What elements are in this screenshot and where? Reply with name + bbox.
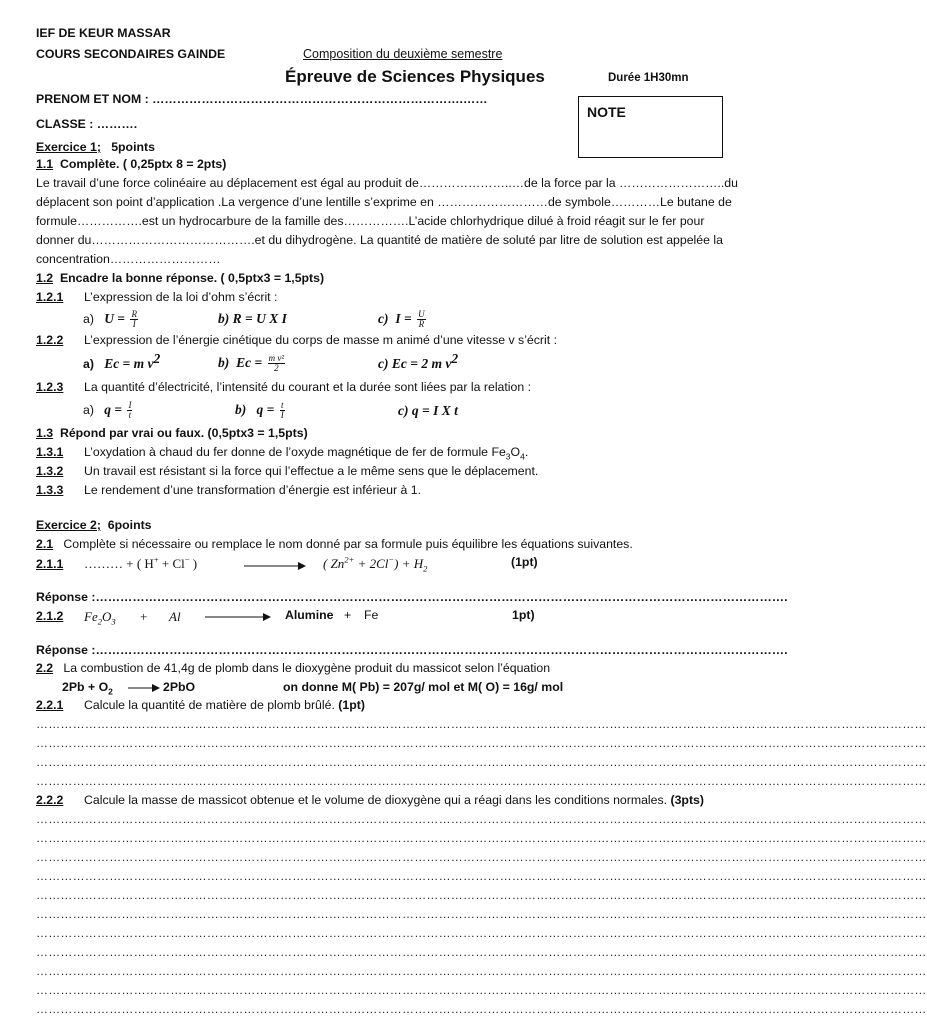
q212-alumine: Alumine (285, 608, 334, 622)
subscript: 4 (520, 451, 525, 462)
q13-heading (36, 426, 308, 441)
q11-paragraph-2: déplacent son point d’application .La vergence d’une lentille s’exprime en ………………………de symbole…………Le butane de (36, 195, 732, 209)
q222-points: (3pts) (670, 793, 704, 807)
q11-text: Complète. ( 0,25ptx 8 = 2pts) (59, 157, 227, 171)
q22-equation-rhs: 2PbO (163, 680, 196, 694)
q22-molar-masses: on donne M( Pb) = 207g/ mol et M( O) = 16g/ mol (283, 680, 564, 694)
q212-equation-lhs (84, 608, 116, 625)
option-a-fraction (130, 310, 138, 329)
fraction-numerator: I (128, 400, 132, 411)
reaction-arrow-icon (244, 561, 306, 571)
q211-equation-rhs (323, 555, 427, 573)
reaction-arrow-icon (205, 612, 271, 622)
q133-line (36, 483, 63, 498)
option-c-expr: q = I X t (411, 403, 458, 418)
fraction-denominator: I (132, 319, 136, 330)
equation-lhs-part3: ) (189, 556, 198, 571)
name-field: PRENOM ET NOM : ………………………………………………………………….…… (36, 92, 488, 106)
q212-plus: + (140, 609, 148, 624)
q212-plus-2: + (344, 608, 352, 622)
option-c-label: c) (378, 311, 389, 326)
q121-number: 1.2.1 (36, 290, 64, 304)
subscript: 2 (108, 686, 113, 697)
option-a-lhs: q = (104, 402, 123, 417)
answer-dotline: ………………………………………………………………………………………………………………………………………………………………………………………………… (36, 888, 927, 902)
answer-dotline: ………………………………………………………………………………………………………………………………………………………………………………………………… (36, 983, 927, 997)
q133-number: 1.3.3 (36, 483, 64, 497)
answer-dotline: ………………………………………………………………………………………………………………………………………………………………………………………………… (36, 717, 927, 731)
q131-statement: L’oxydation à chaud du fer donne de l’oxyde magnétique de fer de formule Fe (84, 445, 506, 459)
q13-number: 1.3 (36, 426, 54, 440)
q131-text (84, 445, 528, 460)
page-title: Épreuve de Sciences Physiques (285, 67, 545, 86)
q122-option-c (378, 350, 459, 372)
org-line-1: IEF DE KEUR MASSAR (36, 26, 171, 40)
equation-rhs-part3: ) + H (394, 556, 424, 571)
exponent: 2 (451, 350, 459, 366)
q121-option-c (378, 309, 428, 329)
q221-points: (1pt) (338, 698, 365, 712)
reaction-arrow-icon (128, 683, 160, 693)
q212-aluminium: Al (169, 609, 181, 624)
q221-question: Calcule la quantité de matière de plomb brûlé. (84, 698, 335, 712)
q22-line (36, 661, 550, 676)
equation-rhs-part1: ( Zn (323, 556, 345, 571)
q212-line (36, 608, 63, 625)
fraction-denominator: t (128, 410, 132, 421)
subscript: 2 (97, 616, 102, 627)
q132-line (36, 464, 63, 479)
equation-lhs: 2Pb + O (62, 680, 109, 694)
option-a-fraction (127, 401, 132, 420)
answer-dotline: ………………………………………………………………………………………………………………………………………………………………………………………………… (36, 850, 927, 864)
q132-text: Un travail est résistant si la force qui l’effectue a le même sens que le déplacement. (84, 464, 539, 478)
option-a-label: a) (83, 312, 94, 326)
answer-line-1: Réponse :……………………………………………………………………………………………………………………………………………………. (36, 590, 788, 604)
answer-dotline: ………………………………………………………………………………………………………………………………………………………………………………………………… (36, 907, 927, 921)
charge: + (153, 554, 159, 565)
option-c-fraction (417, 310, 426, 329)
fraction-denominator: 2 (274, 363, 279, 374)
period: . (524, 445, 529, 459)
q133-text: Le rendement d’une transformation d’énergie est inférieur à 1. (84, 483, 421, 497)
option-c-expr: Ec = 2 m v (391, 356, 452, 371)
oxygen-symbol: O (510, 445, 521, 459)
option-b-lhs: Ec = (236, 355, 263, 370)
answer-dotline: ………………………………………………………………………………………………………………………………………………………………………………………………… (36, 945, 927, 959)
option-a-label: a) (83, 403, 94, 417)
subscript: 3 (505, 451, 511, 462)
duration: Durée 1H30mn (608, 72, 689, 84)
q21-text: Complète si nécessaire ou remplace le nom donné par sa formule puis équilibre les équations suivantes. (63, 537, 633, 551)
option-b-fraction (280, 401, 285, 420)
fraction-numerator: R (131, 309, 137, 320)
ex2-heading (36, 518, 152, 533)
q122-option-b (218, 352, 287, 374)
q122-text: L’expression de l’énergie cinétique du corps de masse m animé d’une vitesse v s’écrit : (84, 333, 557, 347)
answer-dotline: ………………………………………………………………………………………………………………………………………………………………………………………………… (36, 926, 927, 940)
q222-line (36, 793, 63, 808)
q12-text: Encadre la bonne réponse. ( 0,5ptx3 = 1,5pts) (59, 271, 325, 285)
ex2-points: 6points (107, 518, 152, 532)
q11-paragraph-4: donner du………………………………….et du dihydrogène. La quantité de matière de soluté par litre de solution est appelée la (36, 233, 723, 247)
oxygen-symbol: O (101, 609, 112, 624)
q121-line (36, 290, 63, 305)
q11-number: 1.1 (36, 157, 54, 171)
ex1-heading (36, 140, 155, 155)
q13-text: Répond par vrai ou faux. (0,5ptx3 = 1,5pts) (59, 426, 308, 440)
iron-symbol: Fe (84, 609, 98, 624)
q123-line (36, 380, 63, 395)
equation-lhs-part1: ……… + ( H (84, 556, 154, 571)
q123-option-a (83, 400, 134, 420)
answer-dotline: ………………………………………………………………………………………………………………………………………………………………………………………………… (36, 964, 927, 978)
q12-heading (36, 271, 324, 286)
q222-question: Calcule la masse de massicot obtenue et le volume de dioxygène qui a réagi dans les conditions normales. (84, 793, 668, 807)
option-a-lhs: U = (104, 311, 126, 326)
q212-iron: Fe (364, 608, 379, 622)
org-line-2: COURS SECONDAIRES GAINDE (36, 47, 226, 61)
q121-option-a (83, 309, 140, 329)
ex1-points: 5points (111, 140, 155, 154)
q132-number: 1.3.2 (36, 464, 64, 478)
q211-points: (1pt) (511, 555, 538, 569)
option-c-lhs: I = (395, 311, 412, 326)
q221-line (36, 698, 63, 713)
option-b-lhs: q = (256, 402, 275, 417)
option-b-fraction (268, 354, 285, 373)
q212-number: 2.1.2 (36, 609, 64, 623)
subscript: 3 (111, 616, 116, 627)
q211-equation-lhs (84, 555, 197, 573)
q11-paragraph-1: Le travail d’une force colinéaire au déplacement est égal au produit de…………………..…de la force par la ……………………..du (36, 176, 738, 190)
ex1-title: Exercice 1; (36, 140, 101, 154)
composition-title: Composition du deuxième semestre (303, 47, 503, 61)
q123-number: 1.2.3 (36, 380, 64, 394)
answer-dotline: ………………………………………………………………………………………………………………………………………………………………………………………………… (36, 812, 927, 826)
fraction-numerator: t (280, 400, 284, 411)
class-field: CLASSE : ………. (36, 117, 138, 131)
answer-dotline: ………………………………………………………………………………………………………………………………………………………………………………………………… (36, 831, 927, 845)
option-b-expr: R = U X I (232, 311, 287, 326)
q211-line (36, 555, 63, 573)
option-c-label: c) (378, 356, 389, 371)
q123-option-b (235, 400, 287, 420)
answer-line-2: Réponse :……………………………………………………………………………………………………………………………………………………. (36, 643, 788, 657)
q21-line (36, 537, 633, 552)
ex2-title: Exercice 2; (36, 518, 101, 532)
fraction-denominator: R (418, 319, 425, 330)
q121-option-b (218, 311, 287, 327)
q211-number: 2.1.1 (36, 557, 64, 571)
q122-line (36, 333, 63, 348)
q221-text (84, 698, 365, 713)
q22-number: 2.2 (36, 661, 54, 675)
q122-option-a (83, 350, 161, 372)
q123-option-c (398, 403, 458, 419)
q11-paragraph-5: concentration……………………… (36, 252, 221, 266)
option-a-label: a) (83, 357, 94, 371)
q123-text: La quantité d’électricité, l’intensité du courant et la durée sont liées par la relation : (84, 380, 532, 394)
q222-number: 2.2.2 (36, 793, 64, 807)
option-c-label: c) (398, 403, 409, 418)
option-a-expr: Ec = m v (104, 356, 154, 371)
q11-paragraph-3: formule…………….est un hydrocarbure de la famille des…………….L’acide chlorhydrique dilué à froid réagit sur le fer pour (36, 214, 705, 228)
exponent: 2 (153, 350, 161, 366)
q22-equation-lhs (62, 680, 113, 695)
q11-heading (36, 157, 226, 172)
q122-number: 1.2.2 (36, 333, 64, 347)
answer-dotline: ………………………………………………………………………………………………………………………………………………………………………………………………… (36, 869, 927, 883)
q12-number: 1.2 (36, 271, 54, 285)
q131-line (36, 445, 63, 460)
q21-number: 2.1 (36, 537, 54, 551)
answer-dotline: ………………………………………………………………………………………………………………………………………………………………………………………………… (36, 755, 927, 769)
option-b-label: b) (235, 402, 247, 417)
charge: − (184, 554, 190, 565)
subscript: 2 (423, 563, 428, 574)
fraction-denominator: I (280, 410, 284, 421)
q121-text: L’expression de la loi d’ohm s’écrit : (84, 290, 278, 304)
equation-rhs-part2: + 2Cl (354, 556, 389, 571)
answer-dotline: ………………………………………………………………………………………………………………………………………………………………………………………………… (36, 1002, 927, 1016)
equation-lhs-part2: + Cl (158, 556, 185, 571)
option-b-label: b) (218, 355, 230, 370)
fraction-numerator: U (418, 309, 425, 320)
q131-number: 1.3.1 (36, 445, 64, 459)
q22-text: La combustion de 41,4g de plomb dans le dioxygène produit du massicot selon l’équation (63, 661, 551, 675)
option-b-label: b) (218, 311, 230, 326)
q221-number: 2.2.1 (36, 698, 64, 712)
q222-text (84, 793, 704, 808)
charge: 2+ (344, 554, 355, 565)
charge: − (388, 554, 395, 565)
fraction-numerator: m v² (268, 353, 285, 364)
answer-dotline: ………………………………………………………………………………………………………………………………………………………………………………………………… (36, 774, 927, 788)
note-label: NOTE (587, 104, 626, 120)
q212-points: 1pt) (512, 608, 535, 622)
answer-dotline: ………………………………………………………………………………………………………………………………………………………………………………………………… (36, 736, 927, 750)
